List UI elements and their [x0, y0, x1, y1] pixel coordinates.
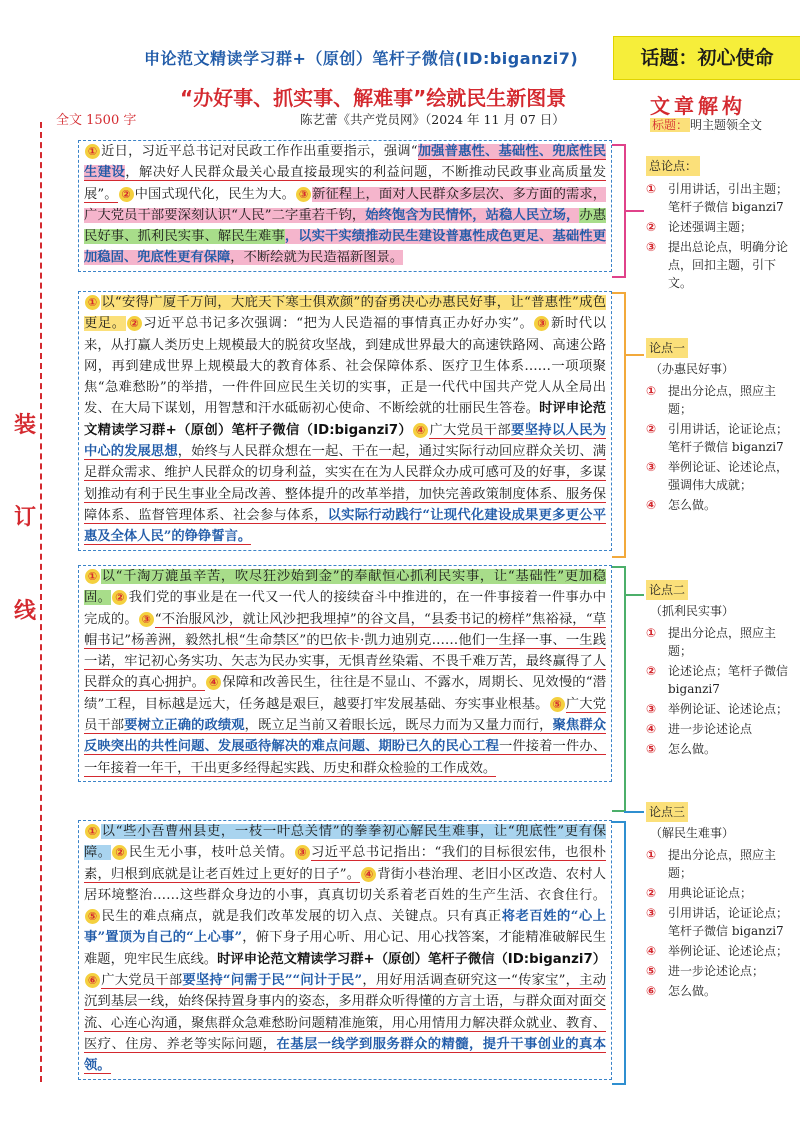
sentence-number: ① — [85, 824, 100, 839]
item-number: ⑥ — [646, 984, 657, 998]
item-number: ③ — [646, 240, 657, 254]
section-list — [646, 846, 791, 1000]
sidebar-section-point-two — [646, 580, 791, 760]
emphasis-text: 要坚持“问需于民”“问计于民” — [182, 973, 363, 989]
item-text: 引用讲话，论证论点；笔杆子微信 biganzi7 — [668, 906, 789, 938]
article-title: “办好事、抓实事、解难事”绘就民生新图景 — [180, 86, 567, 110]
emphasis-text: 要树立正确的政绩观 — [124, 718, 245, 734]
list-item — [646, 180, 791, 216]
bracket-point-three — [612, 821, 626, 1085]
ad-text: 时评申论范文精读学习群+（原创）笔杆子微信（ID:biganzi7） — [84, 401, 607, 438]
list-item — [646, 458, 791, 494]
list-item — [646, 700, 791, 718]
item-number: ② — [646, 664, 657, 678]
text-run: 一件接着一件办、一年接着一年干，干出更多经得起实践、历史和群众检验的工作成效。 — [84, 739, 607, 776]
emphasis-text: 聚焦群众反映突出的共性问题、发展亟待解决的难点问题、期盼已久的民心工程 — [84, 718, 607, 755]
paragraph-intro — [84, 141, 606, 269]
item-number: ② — [646, 422, 657, 436]
item-text: 进一步论述论点； — [668, 964, 765, 978]
section-list — [646, 382, 791, 514]
sentence-number: ③ — [139, 612, 154, 627]
text-run: 民生无小事，枝叶总关情。 — [128, 845, 294, 861]
item-text: 引用讲话，引出主题；笔杆子微信 biganzi7 — [668, 182, 789, 214]
sentence-number: ④ — [413, 423, 428, 438]
highlight-three-points: 办惠民好事、抓利民实事、解民生难事 — [84, 207, 607, 245]
item-number: ② — [646, 220, 657, 234]
section-label: （抓利民实事） — [650, 604, 735, 618]
section-head: 论点二 — [646, 580, 688, 600]
item-text: 怎么做。 — [668, 984, 717, 998]
text-run: 广大党员干部 — [84, 696, 607, 734]
binding-char-3: 线 — [14, 599, 37, 624]
text-run: 保障和改善民生，往往是不显山、不露水，周期长、见效慢的“潜绩”工程，目标越是远大，任务越是艰巨，越要打牢发展基础、夯实事业根基。 — [84, 675, 606, 712]
byline: 陈艺蕾《共产党员网》（2024 年 11 月 07 日） — [300, 112, 565, 127]
highlight-thesis: 新征程上，面对人民群众多层次、多方面的需求，广大党员干部要深刻认识“人民”二字重若千钧， — [84, 186, 606, 223]
list-item — [646, 740, 791, 758]
paragraph-point-three — [84, 821, 606, 1077]
structure-subtitle — [650, 116, 762, 133]
sentence-number: ② — [112, 590, 127, 605]
binding-char-2: 订 — [14, 505, 37, 530]
item-number: ⑤ — [646, 964, 657, 978]
item-number: ⑤ — [646, 742, 657, 756]
highlight-subpoint: 以“千淘万漉虽辛苦，吹尽狂沙始到金”的奉献恒心抓利民实事，让“基础性”更加稳固。 — [84, 569, 606, 606]
subtitle-text: 明主题领全文 — [690, 118, 763, 132]
list-item — [646, 962, 791, 980]
item-number: ④ — [646, 722, 657, 736]
sentence-number: ① — [85, 295, 100, 310]
text-run: 新时代以来，从打赢人类历史上规模最大的脱贫攻坚战，到建成世界最大的高速铁路网、高速公路网，再到建成世界上规模最大的教育体系、社会保障体系、医疗卫生体系……一项项聚焦“急难愁盼”的举措，一件件回应民生关切的实事，正是一代代中国共产党人从全局出发、在大局下谋划，用智慧和汗水砥砺初心使命、不断绘就的壮丽民生答卷。 — [84, 316, 607, 417]
list-item — [646, 942, 791, 960]
item-text: 怎么做。 — [668, 742, 717, 756]
emphasis-text: 要坚持以人民为中心的发展思想 — [84, 422, 606, 460]
list-item — [646, 382, 791, 418]
emphasis-text: 以实际行动践行“让现代化建设成果更多更公平惠及全体人民”的铮铮誓言。 — [84, 507, 606, 545]
text-run: 近日，习近平总书记对民政工作作出重要指示，强调“ — [101, 144, 418, 159]
text-run: 习近平总书记多次强调：“把为人民造福的事情真正办好办实”。 — [142, 316, 534, 332]
text-run: 中国式现代化，民生为大。 — [134, 186, 296, 202]
sidebar-section-point-one — [646, 338, 791, 516]
item-text: 举例论证、论述论点； — [668, 702, 789, 716]
text-run: ，不断绘就为民造福新图景。 — [230, 250, 404, 266]
text-run: ，俯下身子用心听、用心记、用心找答案，才能精准破解民生难题，兜牢民生底线。 — [84, 930, 606, 967]
sentence-number: ④ — [206, 675, 221, 690]
item-text: 举例论证、论述论点，强调伟大成就； — [668, 460, 789, 492]
list-item — [646, 846, 791, 882]
text-run: “不治服风沙，就让风沙把我埋掉”的谷文昌，“县委书记的榜样”焦裕禄，“草帽书记”杨善洲，毅然扎根“生命禁区”的巴依卡·凯力迪别克……他们一生择一事、一生践一诺，牢记初心务实功、矢志为民办实事，无惧青丝染霜、不畏千难万苦，最终赢得了人民群众的真心拥护。 — [84, 611, 606, 691]
section-head: 论点三 — [646, 802, 688, 822]
list-item — [646, 218, 791, 236]
list-item — [646, 904, 791, 940]
paragraph-border — [78, 140, 612, 272]
bracket-intro — [612, 144, 626, 278]
item-text: 用典论证论点； — [668, 886, 753, 900]
item-number: ④ — [646, 498, 657, 512]
item-text: 提出分论点，照应主题； — [668, 848, 777, 880]
item-text: 论述强调主题； — [668, 220, 753, 234]
sentence-number: ② — [127, 316, 142, 331]
paragraph-point-one — [84, 292, 606, 548]
structure-title: 文章解构 — [650, 94, 746, 118]
sentence-number: ① — [85, 569, 100, 584]
item-text: 提出分论点，照应主题； — [668, 384, 777, 416]
item-number: ③ — [646, 460, 657, 474]
text-run: ，解决好人民群众最关心最直接最现实的利益问题，不断推动民政事业高质量发展”。 — [84, 165, 607, 202]
item-text: 举例论证、论述论点； — [668, 944, 789, 958]
text-run: 我们党的事业是在一代又一代人的接续奋斗中推进的，在一件事接着一件事办中完成的。 — [84, 590, 607, 627]
sentence-number: ③ — [534, 316, 549, 331]
sentence-number: ③ — [296, 187, 311, 202]
item-number: ③ — [646, 702, 657, 716]
sentence-number: ① — [85, 144, 100, 159]
sentence-number: ⑤ — [85, 909, 100, 924]
sentence-number: ⑥ — [85, 973, 100, 988]
list-item — [646, 662, 791, 698]
list-item — [646, 496, 791, 514]
binding-char-1: 装 — [14, 413, 37, 438]
item-text: 提出分论点，照应主题； — [668, 626, 777, 658]
list-item — [646, 884, 791, 902]
item-text: 引用讲话，论证论点；笔杆子微信 biganzi7 — [668, 422, 789, 454]
highlight-thesis-em: 始终饱含为民情怀，站稳人民立场， — [365, 207, 580, 223]
emphasis-text: 在基层一线学到服务群众的精髓，提升干事创业的真本领。 — [84, 1036, 607, 1074]
paragraph-border — [78, 291, 612, 551]
sentence-number: ② — [112, 845, 127, 860]
word-count: 全文 1500 字 — [56, 113, 137, 128]
text-run: 广大党员干部 — [429, 422, 512, 438]
sentence-number: ③ — [295, 845, 310, 860]
sentence-number: ⑤ — [550, 697, 565, 712]
item-number: ② — [646, 886, 657, 900]
highlight-quote: 加强普惠性、基础性、兜底性民生建设 — [84, 144, 606, 181]
bracket-point-two — [612, 566, 626, 812]
text-run: 习近平总书记指出：“我们的目标很宏伟，也很朴素，归根到底就是让老百姓过上更好的日子”。 — [84, 845, 607, 882]
sidebar-section-point-three — [646, 802, 791, 1002]
item-number: ① — [646, 626, 657, 640]
paragraph-border — [78, 820, 612, 1080]
list-item — [646, 238, 791, 292]
item-text: 论述论点；笔杆子微信 biganzi7 — [668, 664, 789, 696]
list-item — [646, 982, 791, 1000]
item-number: ① — [646, 182, 657, 196]
subtitle-tag: 标题： — [652, 118, 689, 132]
list-item — [646, 420, 791, 456]
group-banner-text: 申论范文精读学习群+（原创）笔杆子微信(ID:biganzi7) — [144, 49, 579, 68]
text-run: 背街小巷治理、老旧小区改造、农村人居环境整治……这些群众身边的小事，真真切切关系着老百姓的生产生活、衣食住行。 — [84, 866, 606, 903]
paragraph-point-two — [84, 566, 606, 779]
text-run: ，既立足当前又着眼长远，既尽力而为又量力而行， — [244, 718, 553, 734]
ad-text: 时评申论范文精读学习群+（原创）笔杆子微信（ID:biganzi7） — [217, 951, 607, 967]
item-number: ④ — [646, 944, 657, 958]
text-run: 民生的难点痛点，就是我们改革发展的切入点、关键点。只有真正 — [101, 909, 502, 925]
item-number: ③ — [646, 906, 657, 920]
text-run: ，始终与人民群众想在一起、干在一起，通过实际行动回应群众关切、满足群众需求、维护人民群众的切身利益，实实在在为人民群众办成可感可及的好事，多谋划推动有利于民生事业全局改善、整体提升的改革举措，加快完善政策制度体系、服务保障体系、监督管理体系、社会参与体系， — [84, 444, 607, 523]
text-run: ，用好用活调查研究这一“传家宝”，主动沉到基层一线，始终保持置身事内的姿态，多用群众听得懂的方言土语，与群众面对面交流、心连心沟通，聚焦群众急难愁盼问题精准施策，用心用情用力解决群众就业、教育、医疗、住房、养老等实际问题， — [84, 973, 606, 1052]
list-item — [646, 624, 791, 660]
item-text: 进一步论述论点 — [668, 722, 753, 736]
list-item — [646, 720, 791, 738]
sentence-number: ② — [119, 187, 134, 202]
section-label: （解民生难事） — [650, 826, 735, 840]
topic-badge: 话题：初心使命 — [613, 36, 800, 80]
highlight-thesis-em: ，以实干实绩推动民生建设普惠性成色更足、基础性更加稳固、兜底性更有保障 — [84, 229, 607, 266]
section-label: （办惠民好事） — [650, 362, 735, 376]
section-list — [646, 624, 791, 758]
sidebar-section-thesis — [646, 156, 791, 294]
text-run: 广大党员干部 — [101, 973, 183, 989]
header-bar — [60, 44, 800, 78]
item-number: ① — [646, 848, 657, 862]
highlight-subpoint: 以“些小吾曹州县吏，一枝一叶总关情”的拳拳初心解民生难事，让“兜底性”更有保障。 — [84, 824, 606, 861]
bracket-point-one — [612, 292, 626, 558]
emphasis-text: 将老百姓的“心上事”置顶为自己的“上心事” — [84, 909, 607, 946]
item-number: ① — [646, 384, 657, 398]
paragraph-border — [78, 565, 612, 782]
highlight-subpoint: 以“安得广厦千万间，大庇天下寒士俱欢颜”的奋勇决心办惠民好事，让“普惠性”成色更足。 — [84, 295, 606, 332]
item-text: 怎么做。 — [668, 498, 717, 512]
section-head: 总论点： — [646, 156, 700, 176]
section-head: 论点一 — [646, 338, 688, 358]
item-text: 提出总论点，明确分论点，回扣主题，引下文。 — [668, 240, 789, 290]
section-list — [646, 180, 791, 292]
sentence-number: ④ — [361, 867, 376, 882]
binding-dashed-line — [40, 122, 42, 1082]
